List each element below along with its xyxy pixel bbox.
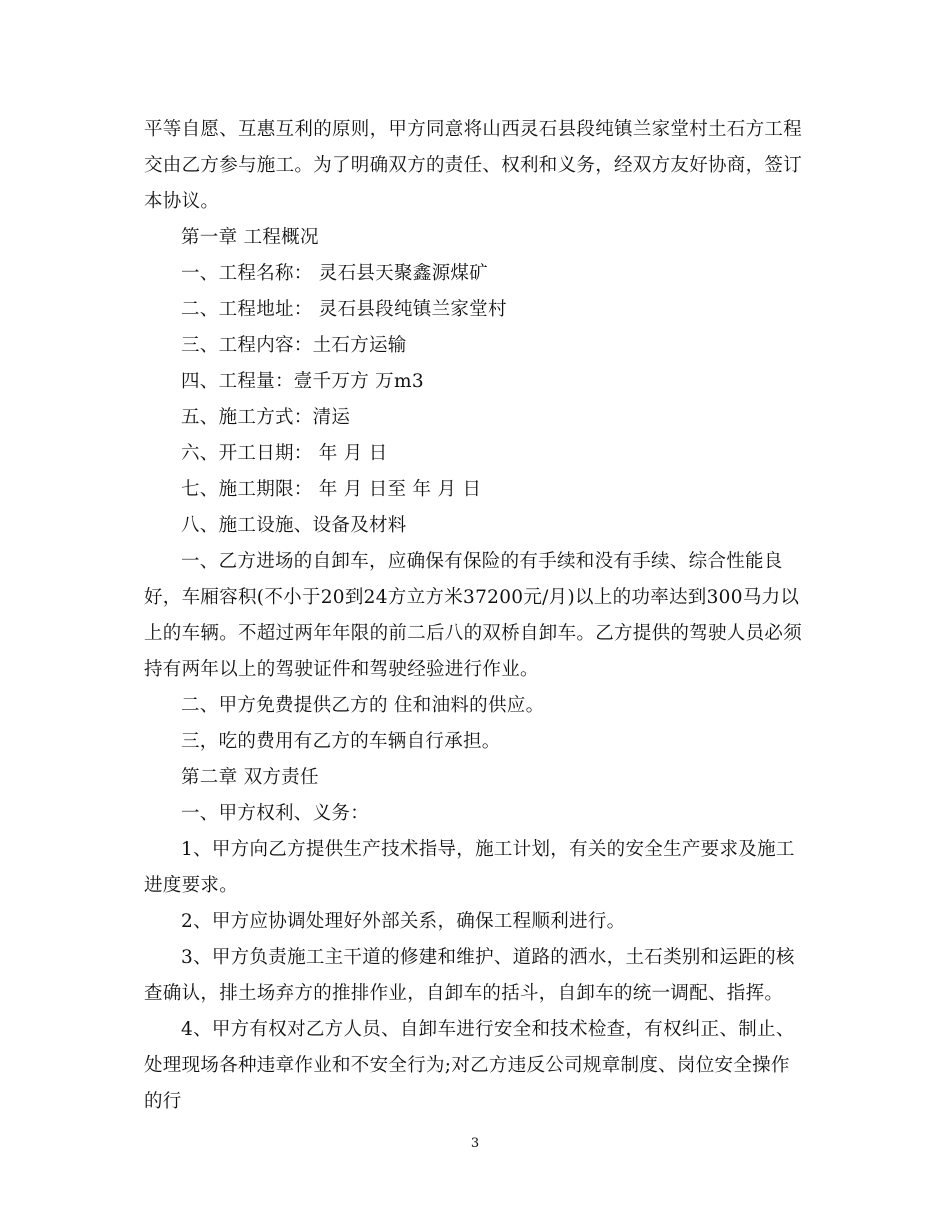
- paragraph: 八、施工设施、设备及材料: [181, 515, 407, 536]
- page-number: 3: [470, 1136, 480, 1151]
- paragraph: 七、施工期限： 年 月 日至 年 月 日: [181, 479, 482, 500]
- paragraph: 五、施工方式：清运: [181, 407, 351, 428]
- paragraph: 一、甲方权利、义务：: [181, 803, 370, 824]
- document-body: [144, 112, 808, 1120]
- paragraph: 一、乙方进场的自卸车，应确保有保险的有手续和没有手续、综合性能良好，车厢容积(不小于20到24方立方米37200元/月)以上的功率达到300马力以上的车辆。不超过两年年限的前二后八的双桥自卸车。乙方提供的驾驶人员必须持有两年以上的驾驶证件和驾驶经验进行作业。: [144, 551, 803, 680]
- chapter-heading: 第一章 工程概况: [181, 227, 319, 248]
- paragraph: 六、开工日期： 年 月 日: [181, 443, 388, 464]
- chapter-heading: 第二章 双方责任: [181, 767, 319, 788]
- paragraph: 一、工程名称： 灵石县天聚鑫源煤矿: [181, 263, 488, 284]
- paragraph: 二、工程地址： 灵石县段纯镇兰家堂村: [181, 299, 507, 320]
- paragraph: 2、甲方应协调处理好外部关系，确保工程顺利进行。: [181, 911, 626, 932]
- paragraph: 平等自愿、互惠互利的原则，甲方同意将山西灵石县段纯镇兰家堂村土石方工程交由乙方参与施工。为了明确双方的责任、权利和义务，经双方友好协商，签订本协议。: [144, 119, 803, 212]
- paragraph: 二、甲方免费提供乙方的 住和油料的供应。: [181, 695, 545, 716]
- paragraph: 三，吃的费用有乙方的车辆自行承担。: [181, 731, 501, 752]
- paragraph: 三、工程内容：土石方运输: [181, 335, 407, 356]
- paragraph: 1、甲方向乙方提供生产技术指导，施工计划，有关的安全生产要求及施工进度要求。: [144, 839, 795, 896]
- paragraph: 3、甲方负责施工主干道的修建和维护、道路的洒水，土石类别和运距的核查确认，排土场弃方的推排作业，自卸车的括斗，自卸车的统一调配、指挥。: [144, 947, 795, 1004]
- paragraph: 四、工程量：壹千万方 万m3: [181, 371, 424, 392]
- paragraph: 4、甲方有权对乙方人员、自卸车进行安全和技术检查，有权纠正、制止、处理现场各种违章作业和不安全行为;对乙方违反公司规章制度、岗位安全操作的行: [144, 1019, 795, 1112]
